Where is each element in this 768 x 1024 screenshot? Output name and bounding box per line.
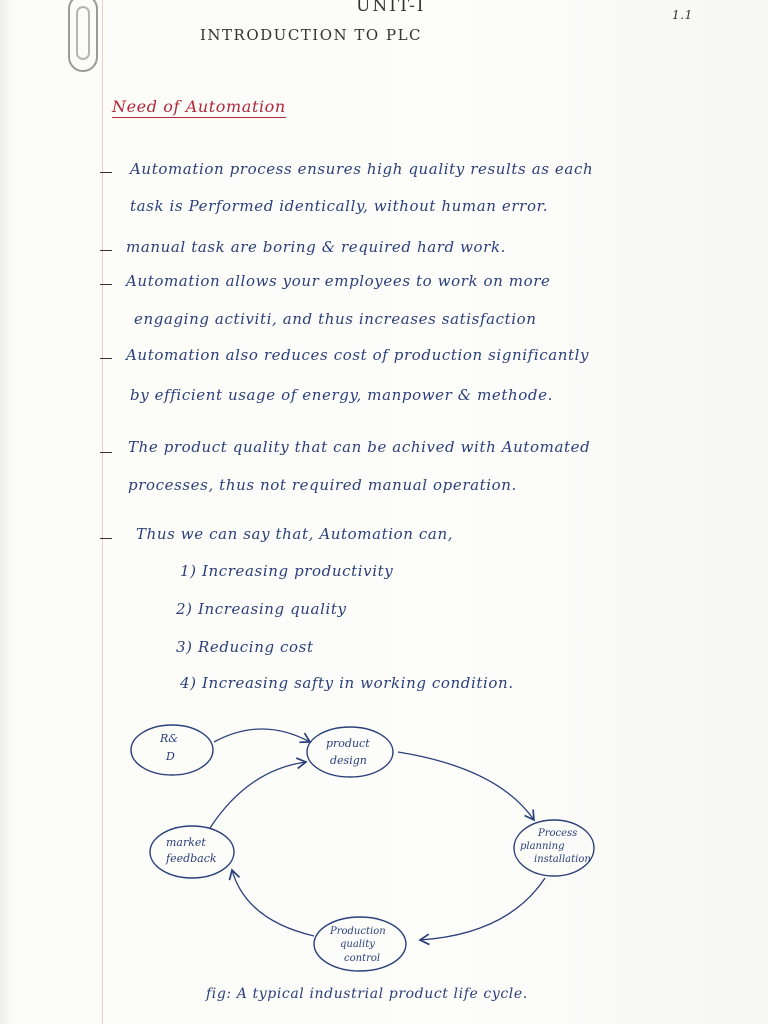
list-item: 4) Increasing safty in working condition. xyxy=(180,674,514,692)
text-line: Automation process ensures high quality results as each xyxy=(130,160,594,178)
node-label: D xyxy=(166,750,175,763)
page-number: 1.1 xyxy=(672,8,693,22)
section-heading: Need of Automation xyxy=(112,97,286,116)
arrow-feedback-to-design xyxy=(210,762,306,828)
node-product-design xyxy=(307,727,393,777)
node-label: Production xyxy=(330,926,386,937)
figure-caption: fig: A typical industrial product life cycle. xyxy=(206,986,528,1002)
node-label: feedback xyxy=(166,852,217,865)
list-item: 1) Increasing productivity xyxy=(180,562,394,580)
text-line: by efficient usage of energy, manpower & methode. xyxy=(130,386,553,404)
arrow-planning-to-production xyxy=(420,878,545,940)
chapter-title: INTRODUCTION TO PLC xyxy=(200,26,423,44)
list-item: 2) Increasing quality xyxy=(176,600,347,618)
node-label: quality xyxy=(340,939,375,950)
text-line: The product quality that can be achived with Automated xyxy=(128,438,591,456)
text-line: Thus we can say that, Automation can, xyxy=(136,525,454,543)
text-line: processes, thus not required manual operation. xyxy=(128,476,517,494)
arrow-design-to-planning xyxy=(398,752,534,820)
list-item: 3) Reducing cost xyxy=(176,638,314,656)
node-label: installation xyxy=(534,854,591,865)
node-label: planning xyxy=(520,841,565,852)
node-label: product xyxy=(326,737,370,750)
text-line: task is Performed identically, without human error. xyxy=(130,197,549,215)
node-label: control xyxy=(344,953,381,964)
text-line: Automation allows your employees to work on more xyxy=(126,272,551,290)
node-label: R& xyxy=(160,732,179,745)
node-label: design xyxy=(330,754,367,767)
node-label: Process xyxy=(538,828,578,839)
text-line: manual task are boring & required hard work. xyxy=(126,238,506,256)
node-label: market xyxy=(166,836,206,849)
text-line: Automation also reduces cost of production significantly xyxy=(126,346,590,364)
arrow-rd-to-design xyxy=(214,729,310,742)
unit-title: UNIT-I xyxy=(356,0,426,16)
text-line: engaging activiti, and thus increases satisfaction xyxy=(134,310,537,328)
arrow-production-to-feedback xyxy=(232,870,314,936)
